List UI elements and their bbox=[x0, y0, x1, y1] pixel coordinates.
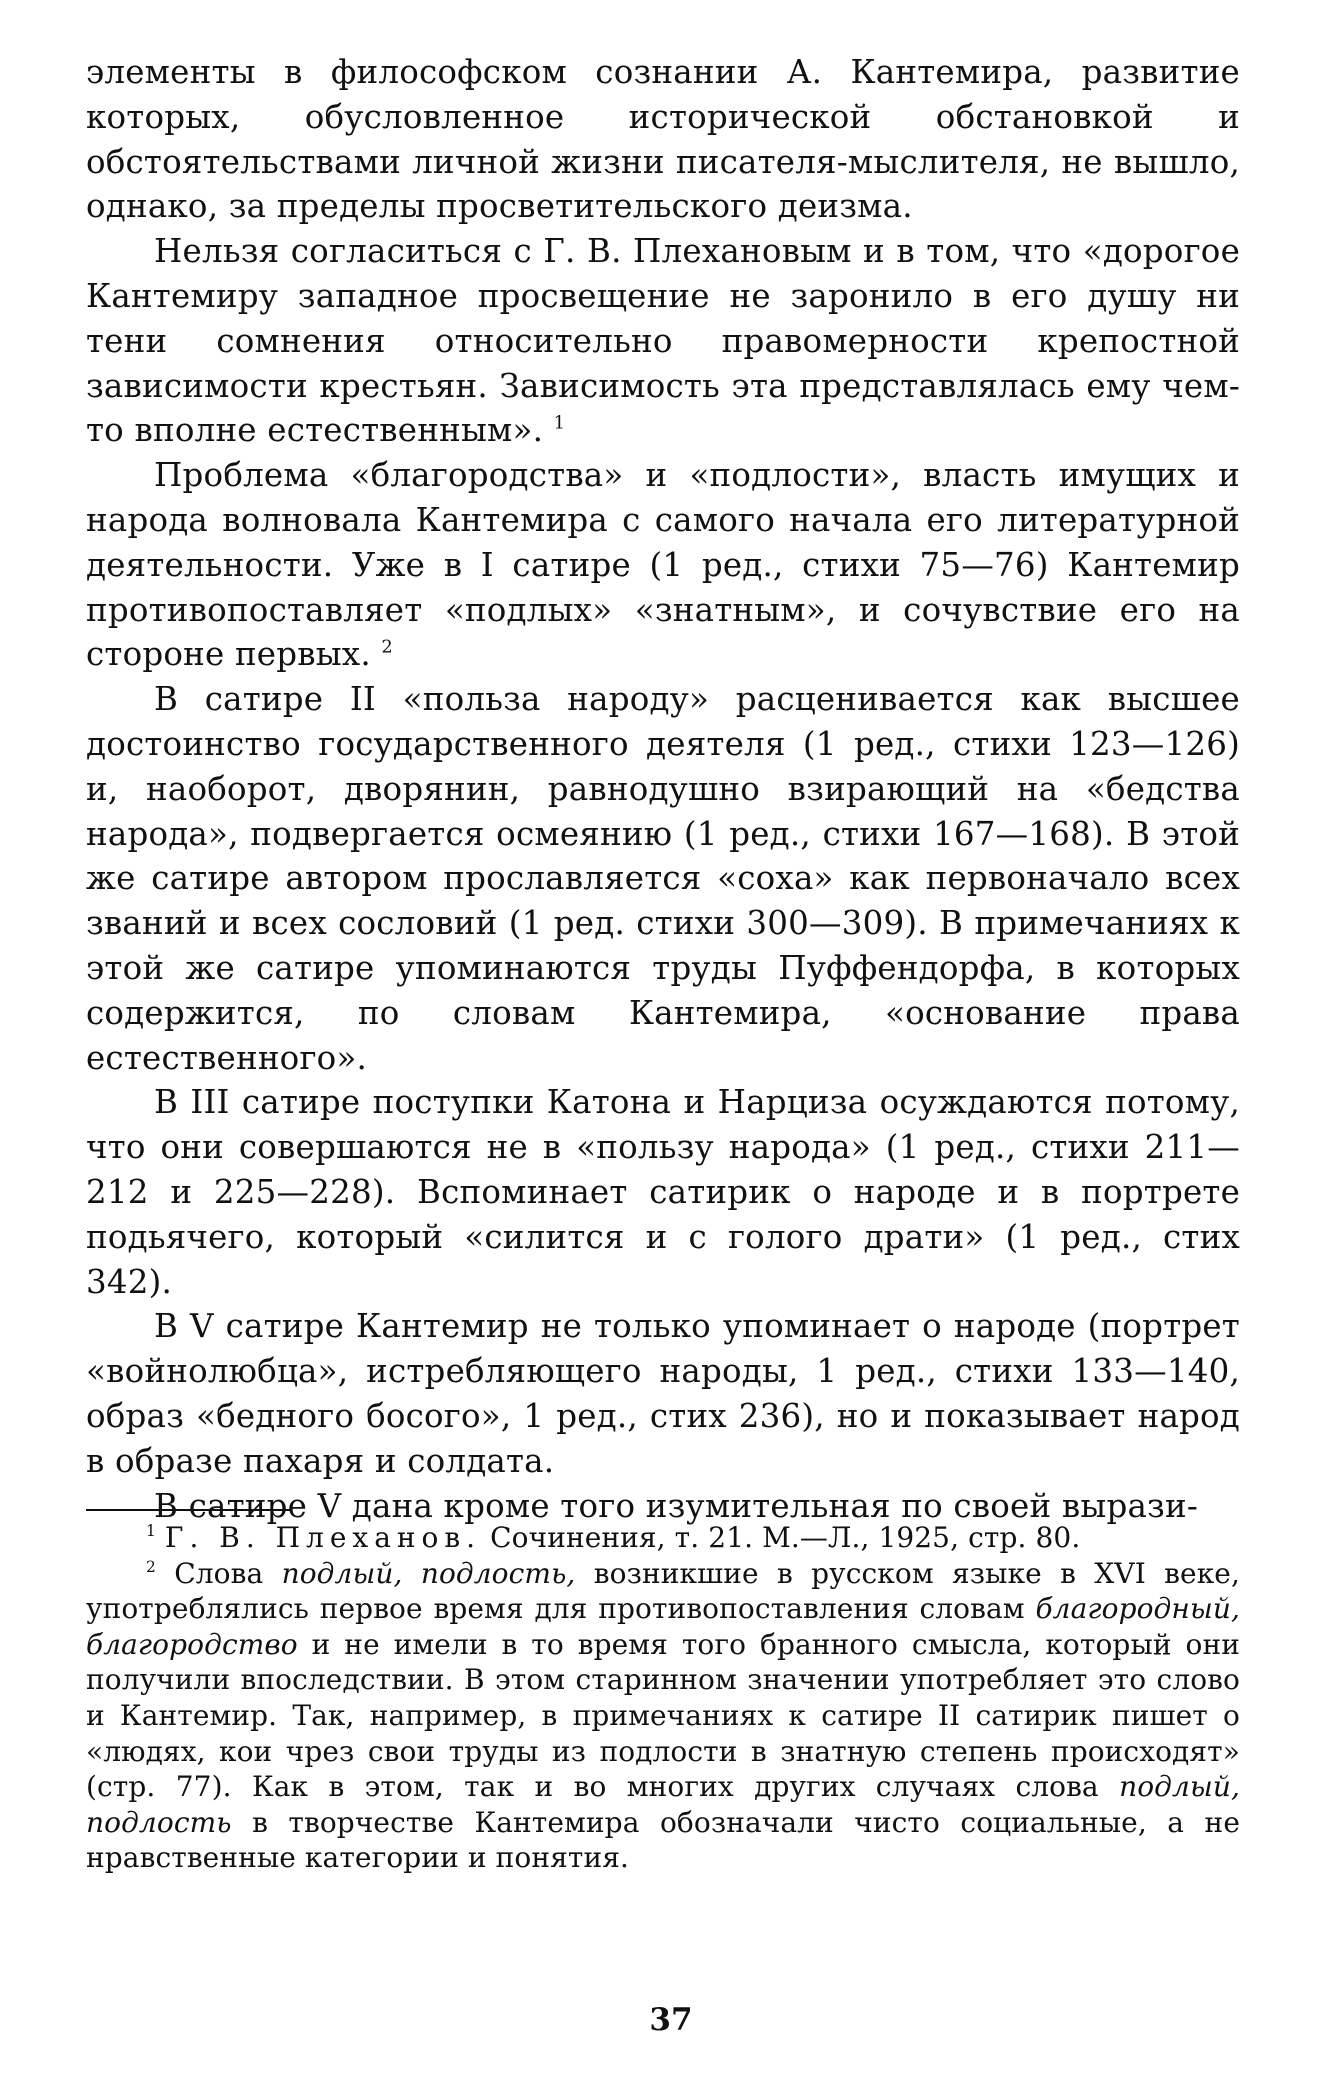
paragraph-1: элементы в философском сознании А. Кантемира, развитие которых, обусловленное исторической обстановкой и обстоятельствами личной жизни писателя-мыслителя, не вышло, однако, за пределы просветительского деизма. bbox=[86, 53, 1240, 226]
footnote-separator bbox=[86, 1509, 291, 1511]
paragraph-6: В V сатире Кантемир не только упоминает о народе (портрет «войнолюбца», истребляющего народы, 1 ред., стихи 133—140, образ «бедного босого», 1 ред., стих 236), но и показывает народ в образе пахаря и солдата. bbox=[86, 1307, 1240, 1480]
author-name: Г. В. Плеханов. bbox=[164, 1521, 482, 1554]
footnote-2: $^2$ Слова подлый, подлость, возникшие в русском языке в XVI веке, употреблялись первое время для противопоставления словам благородный, благородство и не имели в то время того бранного смысла, который они получили впоследствии. В этом старинном значении употребляет это слово и Кантемир. Так, например, в примечаниях к сатире II сатирик пишет о «людях, кои чрез свои труды из подлости в знатную степень происходят» (стр. 77). Как в этом, так и во многих других случаях слова подлый, подлость в творчестве Кантемира обозначали чисто социальные, а не нравственные категории и понятия. bbox=[86, 1556, 1240, 1875]
footnote-ref-2: 2 bbox=[381, 636, 393, 658]
footnote-ref-1: 1 bbox=[553, 412, 566, 434]
paragraph-4: В сатире II «польза народу» расценивается как высшее достоинство государственного деятеля (1 ред., стихи 123—126) и, наоборот, дворянин, равнодушно взирающий на «бедства народа», подвергается осмеянию (1 ред., стихи 167—168). В этой же сатире автором прославляется «соха» как первоначало всех званий и всех сословий (1 ред. стихи 300—309). В примечаниях к этой же сатире упоминаются труды Пуффендорфа, в которых содержится, по словам Кантемира, «основание права естественного». bbox=[86, 680, 1240, 1077]
paragraph-2: Нельзя согласиться с Г. В. Плехановым и в том, что «дорогое Кантемиру западное просвещение не заронило в его душу ни тени сомнения относительно правомерности крепостной зависимости крестьян. Зависимость эта представлялась ему чем-то вполне естественным». $^1$ bbox=[86, 232, 1240, 450]
paragraph-7: В сатире V дана кроме того изумительная по своей вырази- bbox=[154, 1486, 1198, 1525]
main-text bbox=[86, 50, 1240, 1528]
paragraph-5: В III сатире поступки Катона и Нарциза осуждаются потому, что они совершаются не в «пользу народа» (1 ред., стихи 211—212 и 225—228). Вспоминает сатирик о народе и в портрете подьячего, который «силится и с голого драти» (1 ред., стих 342). bbox=[86, 1083, 1240, 1301]
footnote-1: $^1$ Г. В. Плеханов. Сочинения, т. 21. М.—Л., 1925, стр. 80. bbox=[146, 1521, 1081, 1554]
page-number: 37 bbox=[649, 2002, 693, 2038]
paragraph-3: Проблема «благородства» и «подлости», власть имущих и народа волновала Кантемира с самого начала его литературной деятельности. Уже в I сатире (1 ред., стихи 75—76) Кантемир противопоставляет «подлых» «знатным», и сочувствие его на стороне первых. $^2$ bbox=[86, 456, 1240, 674]
footnotes bbox=[86, 1520, 1240, 1876]
